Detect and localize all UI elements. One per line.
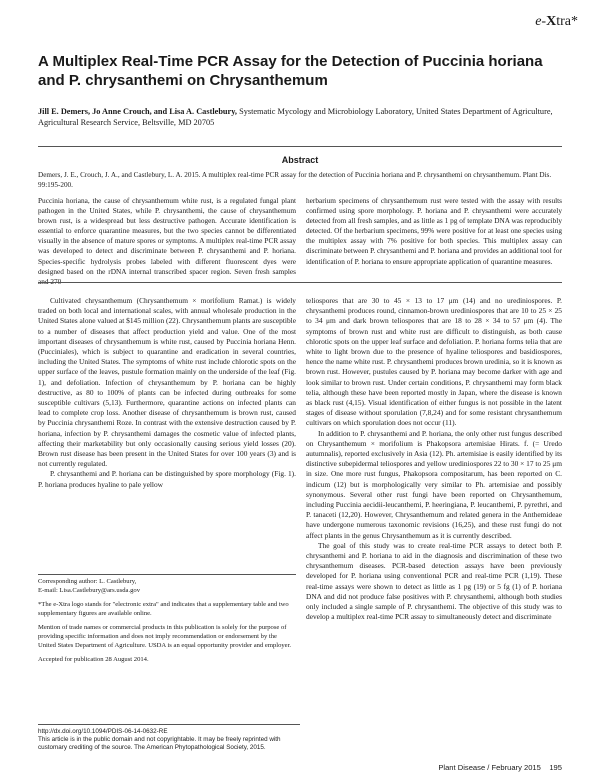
author-affiliation: Systematic Mycology and Microbiology Laboratory, United States Department of Agriculture, Agricultural Research Service, Beltsville, MD 20705 xyxy=(38,107,553,127)
author-line xyxy=(38,106,568,128)
body-paragraph: The goal of this study was to create real-time PCR assays to detect both P. chrysanthemi and P. horiana to aid in the diagnosis and discrimination of these two chrysanthemum diseases. PCR-based detection assays have been previously developed for P. horiana using conventional PCR and real-time PCR (1,19). These real-time assays were shown to detect as little as 1 pg (19) or 5 fg (1) of P. horiana DNA and did not produce false positives with P. chrysanthemi, although both studies only included a single sample of P. chrysanthemi. The objective of this study was to develop a multiplex real-time PCR assay to simultaneously detect and discriminate xyxy=(306,540,562,622)
body-paragraph: In addition to P. chrysanthemi and P. horiana, the only other rust fungus described on Chrysanthemum × morifolium is Phakopsora artemisiae Hirats. f. (= Uredo autumnalis), reported exclusively in Asia (12). Ph. artemisiae is easily identified by its distinctive subepidermal teliospores and yellow urediniospores 22 to 30 × 17 to 25 μm in size. One more rust fungus, Phakopsora compositarum, has been reported on C. indicum (12) but is morphologically very similar to Ph. artemisiae and possibly synonymous. Several other rust fungi have been reported on Chrysanthemum, including Puccinia aecidii-leucanthemi, P. heeringiana, P. leucanthemi, P. pyrethri, and P. tanaceti (12,20). However, Chrysanthemum and related genera in the Anthemideae have undergone numerous taxonomic revisions (16,25), and these rust fungi do not affect plants in the genus Chrysanthemum as it is currently described. xyxy=(306,428,562,540)
e-xtra-logo: e-Xtra* xyxy=(535,14,578,29)
copyright-divider xyxy=(38,724,300,725)
body-paragraph: teliospores that are 30 to 45 × 13 to 17 μm (14) and no urediniospores. P. chrysanthemi produces round, cinnamon-brown urediniospores that are 10 to 25 × 25 to 34 μm and dark brown teliospores that are 18 to 28 × 34 to 57 μm (4). The symptoms of brown rust and white rust are difficult to distinguish, as both cause chlorotic spots on the upper leaf surface and defoliation. P. horiana forms telia that are white to light brown due to the presence of hyaline teliospores and basidiospores, hence the name white rust. P. chrysanthemi produces brown uredinia, so it is known as brown rust. However, pustules caused by P. horiana may become darker with age and look similar to brown rust. Under certain conditions, P. chrysanthemi may form black telia, although these have been reported mostly in Japan, where the disease is known as black rust (4,15). Visual identification of either fungus is not possible in the latent stages of disease without sporulation (7,8,24) and for some resistant chrysanthemum cultivars on which sporulation does not occur (11). xyxy=(306,296,562,428)
footnote-divider xyxy=(38,574,296,575)
abstract-left-column: Puccinia horiana, the cause of chrysanthemum white rust, is a regulated fungal plant pathogen in the United States, while P. chrysanthemi, the cause of chrysanthemum brown rust, is a widespread but less destructive pathogen. Accurate identification is essential to enforce quarantine measures, but the two species cannot be differentiated visually in the absence of mature spores or symptoms. A multiplex real-time PCR assay was developed to detect and discriminate between P. chrysanthemi and P. horiana. Species-specific hydrolysis probes labeled with different fluorescent dyes were designed based on the rDNA internal transcribed spacer region. Seven fresh samples and 270 xyxy=(38,196,296,286)
accepted-date: Accepted for publication 28 August 2014. xyxy=(38,656,149,664)
corresponding-author: Corresponding author: L. Castlebury, E-mail: Lisa.Castlebury@ars.usda.gov xyxy=(38,578,141,594)
body-paragraph: P. chrysanthemi and P. horiana can be distinguished by spore morphology (Fig. 1). P. horiana produces hyaline to pale yellow xyxy=(38,469,296,489)
extra-note: *The e-Xtra logo stands for "electronic extra" and indicates that a supplementary table and two supplementary figures are available online. xyxy=(38,601,289,617)
author-names: Jill E. Demers, Jo Anne Crouch, and Lisa A. Castlebury, xyxy=(38,107,237,116)
page-footer: Plant Disease / February 2015 195 xyxy=(438,763,562,772)
top-divider xyxy=(38,146,562,147)
article-title: A Multiplex Real-Time PCR Assay for the Detection of Puccinia horiana and P. chrysanthemi on Chrysanthemum xyxy=(38,53,543,89)
copyright-block: http://dx.doi.org/10.1094/PDIS-06-14-0632-RE This article is in the public domain and not copyrightable. It may be freely reprinted with customary crediting of the source. The American Phytopathological Society, 2015. xyxy=(38,728,281,751)
citation: Demers, J. E., Crouch, J. A., and Castlebury, L. A. 2015. A multiplex real-time PCR assay for the detection of Puccinia horiana and P. chrysanthemi on chrysanthemum. Plant Dis. 99:195-200. xyxy=(38,171,552,189)
footnotes xyxy=(38,578,296,671)
abstract-right-column: herbarium specimens of chrysanthemum rust were tested with the assay with results confirmed using spore morphology. P. horiana and P. chrysanthemi were accurately detected from all fresh samples, and as little as 1 pg of template DNA was reproducibly detected. Of the herbarium specimens, 99% were positive for at least one species using the multiplex assay with 7% positive for both species. This multiplex assay can discriminate between P. chrysanthemi and P. horiana and provides an additional tool for identification of P. horiana to ensure appropriate application of quarantine measures. xyxy=(306,196,562,266)
disclaimer-note: Mention of trade names or commercial products in this publication is solely for the purpose of providing specific information and does not imply recommendation or endorsement by the United States Department of Agriculture. USDA is an equal opportunity provider and employer. xyxy=(38,624,292,649)
abstract-heading: Abstract xyxy=(281,155,319,165)
body-right-column xyxy=(306,296,562,623)
abstract-divider xyxy=(38,282,562,283)
body-paragraph: Cultivated chrysanthemum (Chrysanthemum × morifolium Ramat.) is widely traded on both local and international scales, with annual wholesale production in the United States alone valued at $145 million (22). Chrysanthemum plants are susceptible to a number of diseases that affect production yield and value. One of the most important diseases of chrysanthemum is white rust, caused by Puccinia horiana Henn. (Pucciniales), which is subject to quarantine and eradication in several countries, including the United States. The symptoms of white rust include chlorotic spots on the upper surface of the leaves, pustule formation mainly on the underside of the leaf (Fig. 1), and defoliation. Infection of chrysanthemum by P. horiana can be highly destructive, as 80 to 100% of plants can be infected during outbreaks for some susceptible cultivars (5,13). Furthermore, quarantine actions on infected plants can lead to complete crop loss. Another disease of chrysanthemum is brown rust, caused by Puccinia chrysanthemi Roze. In contrast with the extensive destruction caused by P. horiana, infection by P. chrysanthemi damages the cosmetic value of infected plants, affecting their marketability but only occasionally causing serious yield losses (20). Brown rust disease has been present in the United States for over 100 years (3) and is not currently regulated. xyxy=(38,296,296,469)
body-left-column xyxy=(38,296,296,490)
